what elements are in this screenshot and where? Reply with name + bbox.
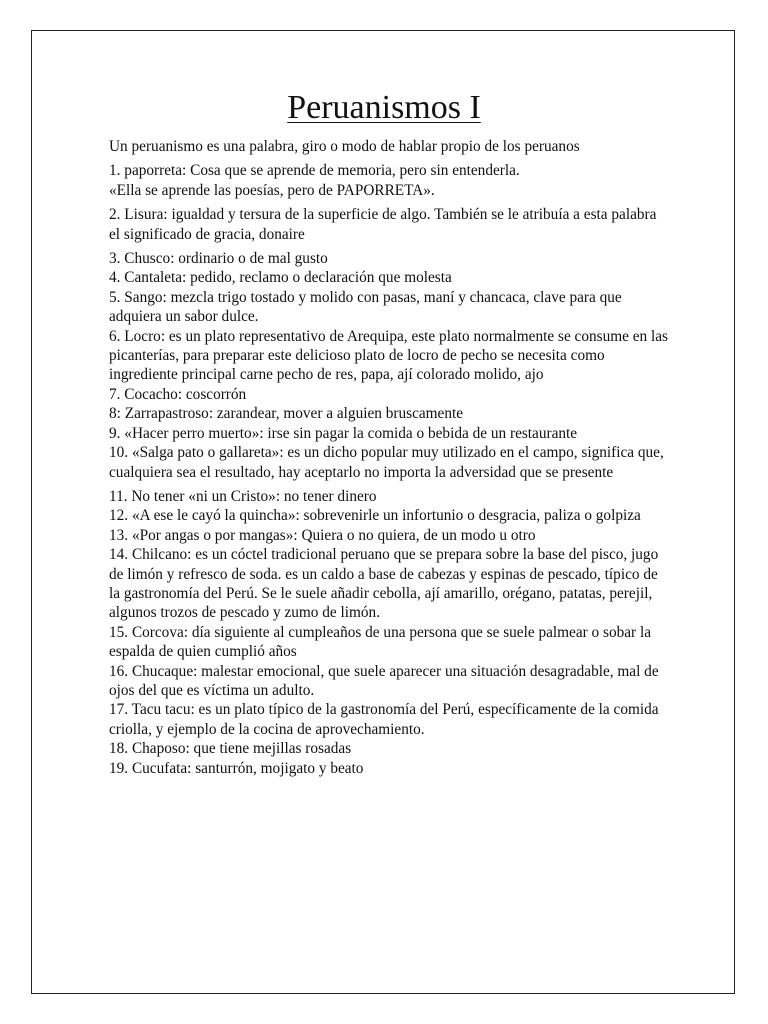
entry-7: 7. Cocacho: coscorrón — [109, 385, 247, 403]
entry-3: 3. Chusco: ordinario o de mal gusto — [109, 250, 328, 268]
document-title: Peruanismos I — [287, 89, 481, 126]
entry-19: 19. Cucufata: santurrón, mojigato y beato — [109, 759, 364, 777]
intro-paragraph: Un peruanismo es una palabra, giro o modo de hablar propio de los peruanos — [109, 138, 580, 155]
entry-14: 14. Chilcano: es un cóctel tradicional peruano que se prepara sobre la base del pisco, jugo de limón y refresco de soda. es un caldo a base de cabezas y espinas de pescado, típico de la gastronomía del Perú. Se le suele añadir cebolla, ají amarillo, orégano, patatas, perejil, algunos trozos de pescado y zumo de limón. — [109, 546, 659, 622]
entry-12: 12. «A ese le cayó la quincha»: sobrevenirle un infortunio o desgracia, paliza o golpiza — [109, 507, 641, 525]
entry-16: 16. Chucaque: malestar emocional, que suele aparecer una situación desagradable, mal de ojos del que es víctima un adulto. — [109, 662, 659, 699]
entry-1: 1. paporreta: Cosa que se aprende de memoria, pero sin entenderla. — [109, 162, 520, 180]
entry-2: 2. Lisura: igualdad y tersura de la superficie de algo. También se le atribuía a esta palabra el significado de gracia, donaire — [109, 206, 657, 243]
document-body — [109, 137, 669, 778]
entry-18: 18. Chaposo: que tiene mejillas rosadas — [109, 740, 352, 758]
entry-11: 11. No tener «ni un Cristo»: no tener dinero — [109, 487, 377, 505]
entry-8: 8: Zarrapastroso: zarandear, mover a alguien bruscamente — [109, 405, 464, 423]
entry-10: 10. «Salga pato o gallareta»: es un dicho popular muy utilizado en el campo, significa que, cualquiera sea el resultado, hay aceptarlo no importa la adversidad que se presente — [109, 444, 664, 481]
entry-6: 6. Locro: es un plato representativo de Arequipa, este plato normalmente se consume en las picanterías, para preparar este delicioso plato de locro de pecho se necesita como ingrediente principal carne pecho de res, papa, ají colorado molido, ajo — [109, 327, 669, 384]
entry-1-example: «Ella se aprende las poesías, pero de PAPORRETA». — [109, 181, 435, 199]
entry-13: 13. «Por angas o por mangas»: Quiera o no quiera, de un modo u otro — [109, 526, 536, 544]
entry-15: 15. Corcova: día siguiente al cumpleaños de una persona que se suele palmear o sobar la espalda de quien cumplió años — [109, 623, 652, 661]
entry-9: 9. «Hacer perro muerto»: irse sin pagar la comida o bebida de un restaurante — [109, 424, 578, 442]
entry-4: 4. Cantaleta: pedido, reclamo o declaración que molesta — [109, 269, 452, 287]
entry-5: 5. Sango: mezcla trigo tostado y molido con pasas, maní y chancaca, clave para que adquiera un sabor dulce. — [109, 288, 622, 326]
entry-17: 17. Tacu tacu: es un plato típico de la gastronomía del Perú, específicamente de la comida criolla, y ejemplo de la cocina de aprovechamiento. — [109, 701, 659, 738]
